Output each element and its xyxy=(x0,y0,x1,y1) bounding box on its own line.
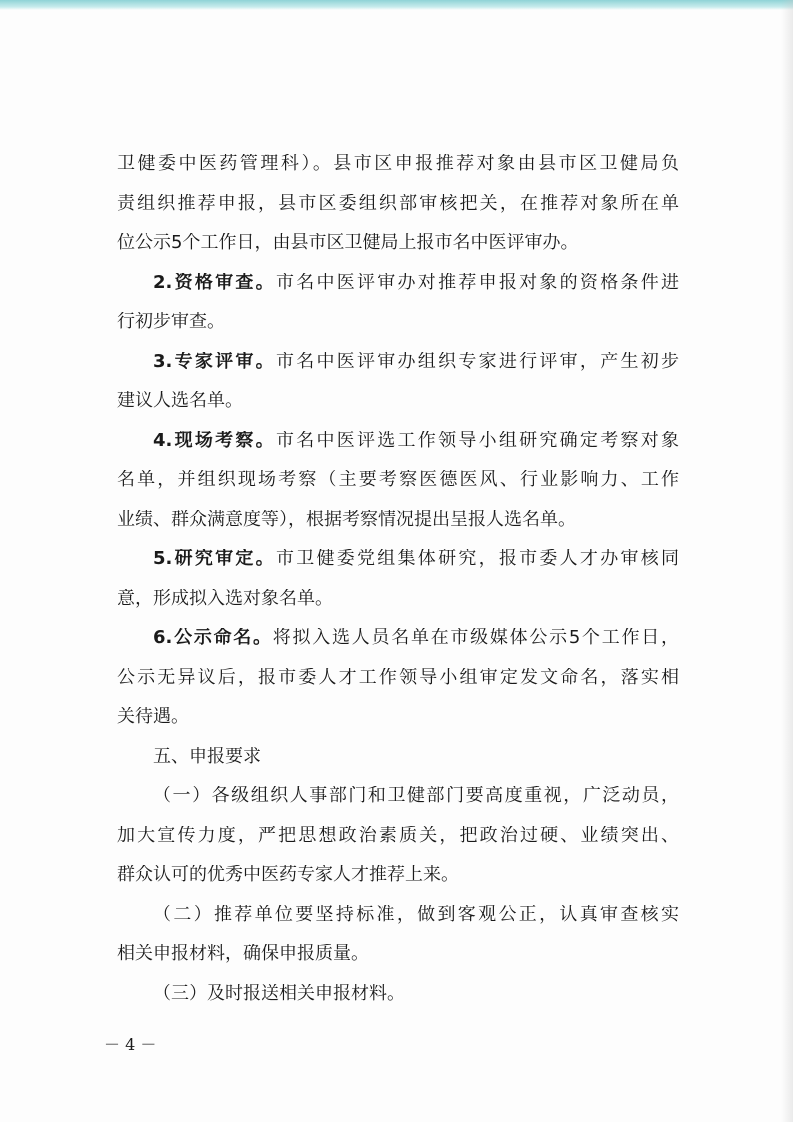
scan-right-edge xyxy=(781,0,793,1122)
step-title: 2.资格审查。 xyxy=(153,272,276,293)
paragraph-line: 加大宣传力度，严把思想政治素质关，把政治过硬、业绩突出、 xyxy=(117,825,679,846)
step-title: 5.研究审定。 xyxy=(153,549,276,569)
paragraph-line: （二）推荐单位要坚持标准，做到客观公正，认真审查核实 xyxy=(153,904,679,925)
paragraph-line: 卫健委中医药管理科）。县市区申报推荐对象由县市区卫健局负 xyxy=(117,154,679,174)
paragraph-line: 名单，并组织现场考察（主要考察医德医风、行业影响力、工作 xyxy=(117,470,679,490)
paragraph-line: 位公示5个工作日，由县市区卫健局上报市名中医评审办。 xyxy=(117,233,579,253)
step-title: 4.现场考察。 xyxy=(153,430,276,451)
paragraph-line: 意，形成拟入选对象名单。 xyxy=(117,588,333,609)
paragraph-line: 公示无异议后，报市委人才工作领导小组审定发文命名，落实相 xyxy=(117,667,679,688)
step-heading-line: 2.资格审查。市名中医评审办对推荐申报对象的资格条件进 xyxy=(153,272,679,293)
step-heading-line: 5.研究审定。市卫健委党组集体研究，报市委人才办审核同 xyxy=(153,549,679,569)
paragraph-line: （一）各级组织人事部门和卫健部门要高度重视，广泛动员， xyxy=(153,786,679,806)
step-heading-line: 3.专家评审。市名中医评审办组织专家进行评审，产生初步 xyxy=(153,351,679,372)
step-heading-line: 6.公示命名。将拟入选人员名单在市级媒体公示5个工作日， xyxy=(153,628,679,648)
paragraph-line: 责组织推荐申报，县市区委组织部审核把关，在推荐对象所在单 xyxy=(117,193,679,214)
scan-top-stripe xyxy=(0,0,793,10)
paragraph-line: 相关申报材料，确保申报质量。 xyxy=(117,944,369,964)
section-heading: 五、申报要求 xyxy=(153,746,261,767)
paragraph-line: 群众认可的优秀中医药专家人才推荐上来。 xyxy=(117,865,459,885)
step-heading-line: 4.现场考察。市名中医评选工作领导小组研究确定考察对象 xyxy=(153,430,679,451)
page-number: － 4 － xyxy=(104,1035,157,1054)
paragraph-line: 行初步审查。 xyxy=(117,312,225,332)
document-body xyxy=(117,154,679,1023)
step-title: 3.专家评审。 xyxy=(153,351,276,372)
paragraph-line: 关待遇。 xyxy=(117,707,189,727)
paragraph-line: 业绩、群众满意度等），根据考察情况提出呈报人选名单。 xyxy=(117,509,576,530)
paragraph-line: （三）及时报送相关申报材料。 xyxy=(153,983,405,1004)
step-title: 6.公示命名。 xyxy=(153,628,273,648)
paragraph-line: 建议人选名单。 xyxy=(117,391,243,411)
